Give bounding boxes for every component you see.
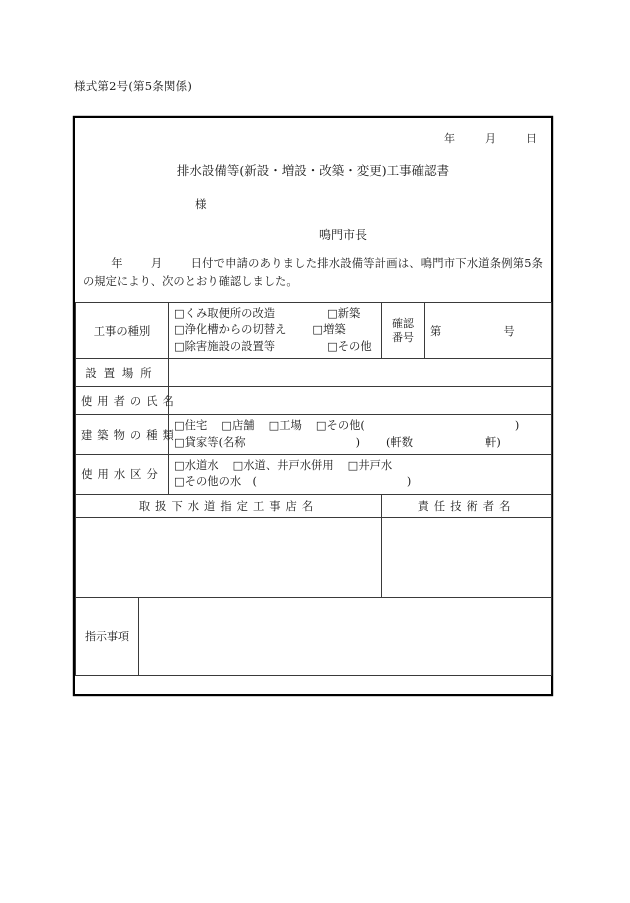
building-type-option-rental-close: ) bbox=[355, 435, 360, 449]
confirm-number-field[interactable] bbox=[425, 303, 552, 359]
confirm-number-label-line2: 番号 bbox=[392, 330, 414, 344]
issuer-name: 鳴門市長 bbox=[318, 228, 367, 242]
building-type-option-house[interactable]: □住宅 bbox=[174, 419, 208, 433]
water-type-option-tap[interactable]: □水道水 bbox=[174, 458, 219, 472]
work-type-option-other[interactable]: □その他 bbox=[327, 339, 372, 353]
work-type-label: 工事の種別 bbox=[76, 303, 169, 359]
body-sentence-1: 日付で申請のありました排水設備等計画は、鳴門市下水道条例第5条 bbox=[190, 257, 543, 270]
body-month-label: 月 bbox=[150, 257, 163, 270]
table-row-water-type bbox=[76, 454, 552, 494]
user-name-value[interactable] bbox=[169, 387, 552, 415]
preamble-block bbox=[75, 118, 551, 302]
body-year-label: 年 bbox=[111, 257, 123, 270]
install-location-value[interactable] bbox=[169, 359, 552, 387]
building-type-option-factory[interactable]: □工場 bbox=[268, 419, 302, 433]
table-row-user-name bbox=[76, 387, 552, 415]
work-type-option-remodel-toilet[interactable]: □くみ取便所の改造 bbox=[174, 307, 276, 320]
building-type-unit-count-unit: 軒) bbox=[485, 435, 501, 449]
date-year-label: 年 bbox=[444, 132, 455, 145]
issue-date-line bbox=[444, 130, 537, 146]
work-type-option-new-build[interactable]: □新築 bbox=[327, 307, 361, 320]
water-type-option-other[interactable]: □その他の水 ( bbox=[174, 475, 257, 489]
water-type-label: 使用水区分 bbox=[76, 454, 169, 494]
user-name-label: 使用者の氏名 bbox=[76, 387, 169, 415]
building-type-options bbox=[169, 415, 552, 455]
water-type-options bbox=[169, 454, 552, 494]
table-row-install-location bbox=[76, 359, 552, 387]
date-day-label: 日 bbox=[526, 132, 537, 145]
water-type-option-well[interactable]: □井戸水 bbox=[347, 458, 393, 472]
table-row-instructions bbox=[76, 597, 552, 675]
building-type-label: 建築物の種類 bbox=[76, 415, 169, 455]
table-row-contractor-values bbox=[76, 517, 552, 597]
engineer-header: 責任技術者名 bbox=[382, 494, 552, 517]
date-month-label: 月 bbox=[485, 132, 496, 145]
table-row-work-type bbox=[76, 303, 552, 359]
body-sentence-2: の規定により、次のとおり確認しました。 bbox=[83, 274, 298, 288]
table-row-contractor-headers bbox=[76, 494, 552, 517]
building-type-option-rental[interactable]: □貸家等(名称 bbox=[174, 435, 246, 449]
confirm-number-label bbox=[382, 303, 425, 359]
form-table bbox=[75, 302, 552, 676]
work-type-option-septic-switch[interactable]: □浄化槽からの切替え bbox=[174, 323, 287, 337]
body-paragraph bbox=[83, 255, 543, 290]
building-type-unit-count-open[interactable]: (軒数 bbox=[386, 435, 414, 449]
water-type-option-both[interactable]: □水道、井戸水併用 bbox=[232, 458, 334, 472]
form-code: 様式第2号(第5条関係) bbox=[74, 79, 193, 93]
work-type-option-extension[interactable]: □増築 bbox=[312, 323, 346, 337]
building-type-option-other[interactable]: □その他( bbox=[315, 419, 365, 433]
confirm-number-label-line1: 確認 bbox=[392, 317, 414, 331]
install-location-label: 設置場所 bbox=[76, 359, 169, 387]
contractor-header: 取扱下水道指定工事店名 bbox=[76, 494, 382, 517]
confirm-number-prefix: 第 bbox=[430, 324, 442, 338]
building-type-option-other-close: ) bbox=[514, 419, 520, 433]
table-row-building-type bbox=[76, 415, 552, 455]
form-frame bbox=[74, 117, 552, 695]
addressee-honorific: 様 bbox=[195, 197, 207, 211]
contractor-value[interactable] bbox=[76, 517, 382, 597]
water-type-option-other-close: ) bbox=[406, 475, 412, 489]
building-type-option-shop[interactable]: □店舗 bbox=[221, 419, 255, 433]
instructions-label: 指示事項 bbox=[76, 597, 139, 675]
confirm-number-suffix: 号 bbox=[503, 324, 515, 338]
work-type-options bbox=[169, 303, 382, 359]
work-type-option-treatment-facility[interactable]: □除害施設の設置等 bbox=[174, 339, 276, 353]
document-title: 排水設備等(新設・増設・改築・変更)工事確認書 bbox=[176, 163, 450, 178]
engineer-value[interactable] bbox=[382, 517, 552, 597]
instructions-value[interactable] bbox=[139, 597, 552, 675]
